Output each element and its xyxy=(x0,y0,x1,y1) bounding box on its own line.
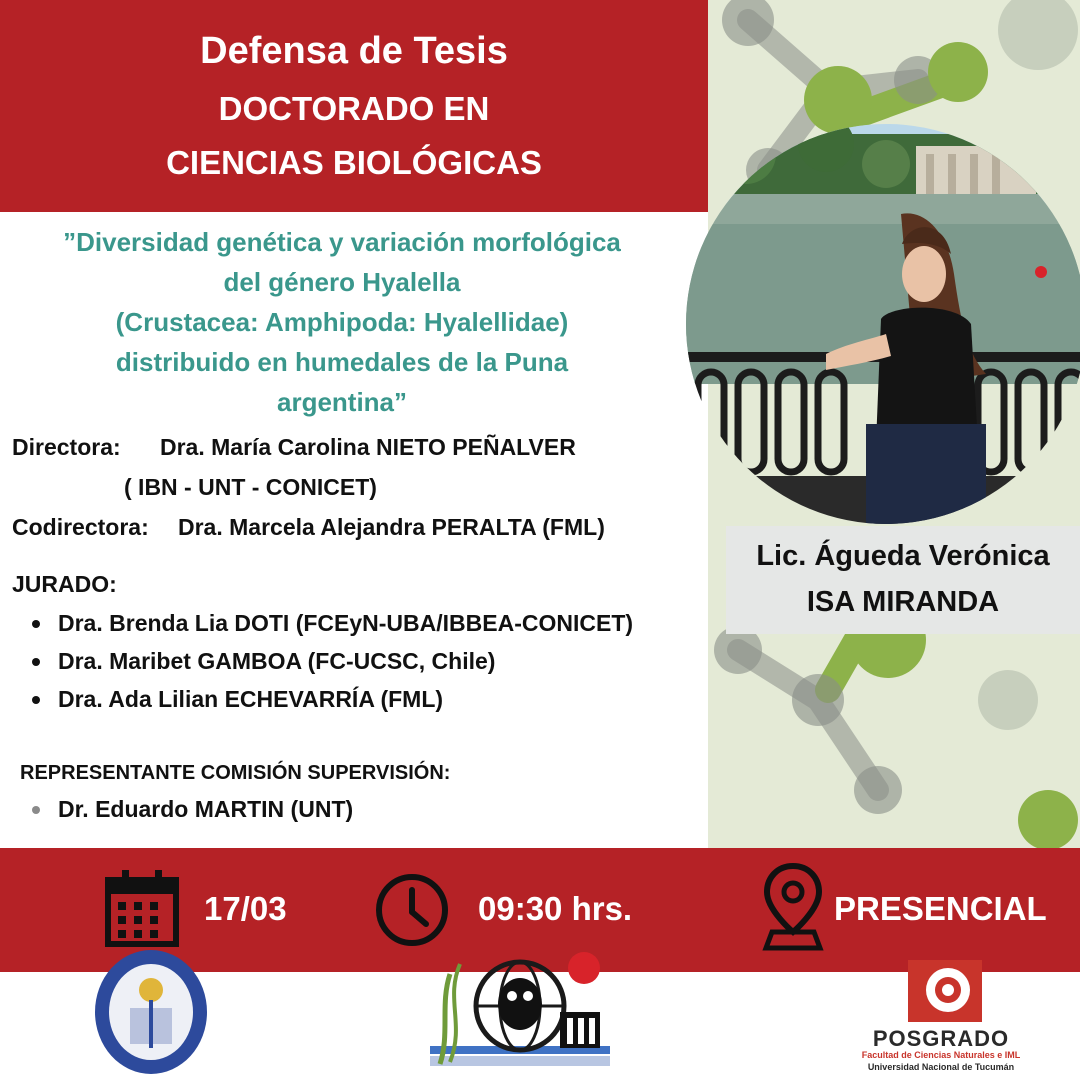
thesis-title xyxy=(0,222,684,422)
posgrado-subtitle-1: Facultad de Ciencias Naturales e IML xyxy=(861,1050,1021,1060)
thesis-title-line: argentina” xyxy=(276,387,408,417)
location-pin-icon xyxy=(762,862,824,957)
program-title-line2: CIENCIAS BIOLÓGICAS xyxy=(166,144,542,181)
thesis-title-line: ”Diversidad genética y variación morfológica xyxy=(63,227,621,257)
faculty-emblem-logo xyxy=(420,944,620,1083)
thesis-title-line: (Crustacea: Amphipoda: Hyalellidae) xyxy=(115,307,569,337)
directora-label: Directora: xyxy=(12,434,121,460)
jurado-member: Dra. Maribet GAMBOA (FC-UCSC, Chile) xyxy=(58,648,496,674)
bullet xyxy=(32,658,40,666)
event-time: 09:30 hrs. xyxy=(478,890,633,927)
bullet xyxy=(32,806,40,814)
jurado-member: Dra. Ada Lilian ECHEVARRÍA (FML) xyxy=(58,686,444,712)
header-banner xyxy=(0,0,708,212)
jurado-label: JURADO: xyxy=(12,571,117,597)
posgrado-subtitle-2: Universidad Nacional de Tucumán xyxy=(867,1062,1015,1072)
event-title: Defensa de Tesis xyxy=(200,30,508,72)
program-title-line1: DOCTORADO EN xyxy=(218,90,490,127)
directora-affiliation: ( IBN - UNT - CONICET) xyxy=(124,474,377,500)
bullet xyxy=(32,696,40,704)
jurado-member: Dra. Brenda Lia DOTI (FCEyN-UBA/IBBEA-CONICET) xyxy=(58,610,634,636)
codirectora-name: Dra. Marcela Alejandra PERALTA (FML) xyxy=(178,514,605,540)
event-mode: PRESENCIAL xyxy=(834,890,1047,927)
posgrado-title: POSGRADO xyxy=(872,1026,1010,1051)
representante-name: Dr. Eduardo MARTIN (UNT) xyxy=(58,796,354,822)
candidate-name-box xyxy=(726,526,1080,634)
calendar-icon xyxy=(104,868,180,953)
unt-seal-logo xyxy=(92,948,210,1081)
representante-label: REPRESENTANTE COMISIÓN SUPERVISIÓN: xyxy=(20,762,451,784)
candidate-name-line1: Lic. Águeda Verónica xyxy=(756,540,1050,572)
posgrado-logo-mark xyxy=(908,960,982,1027)
candidate-name-line2: ISA MIRANDA xyxy=(806,586,1000,618)
directora-name: Dra. María Carolina NIETO PEÑALVER xyxy=(160,434,576,460)
candidate-photo-illustration xyxy=(686,124,1080,524)
event-date: 17/03 xyxy=(204,890,287,927)
candidate-photo xyxy=(686,124,1080,524)
thesis-title-line: distribuido en humedales de la Puna xyxy=(115,347,569,377)
bullet xyxy=(32,620,40,628)
codirectora-label: Codirectora: xyxy=(12,514,149,540)
clock-icon xyxy=(374,872,450,953)
thesis-title-line: del género Hyalella xyxy=(223,267,461,297)
